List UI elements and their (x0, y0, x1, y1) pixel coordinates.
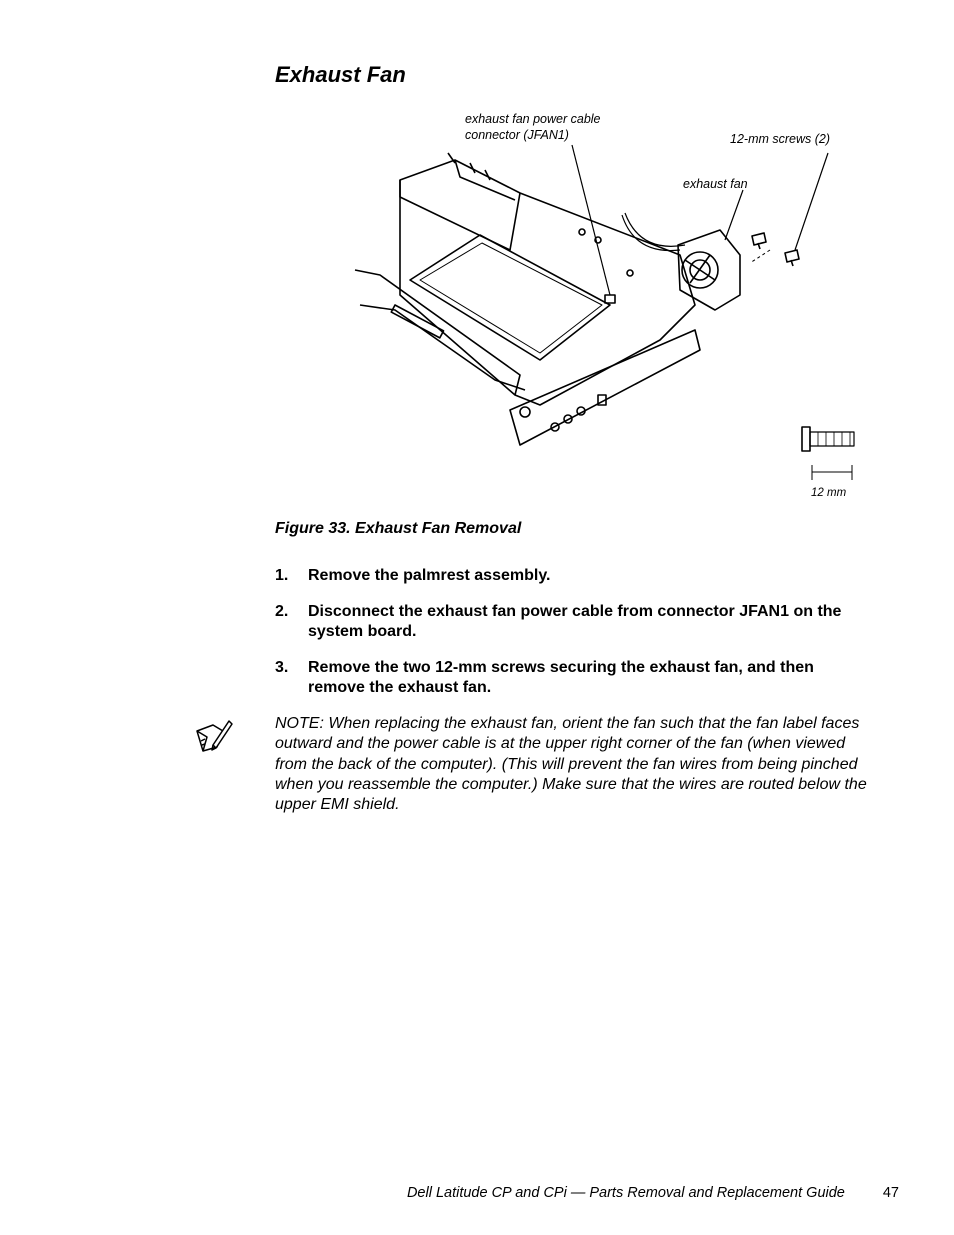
page-number: 47 (882, 1185, 899, 1201)
note-text: NOTE: When replacing the exhaust fan, orient the fan such that the fan label faces outward and the power cable is at the upper right corner of the fan (when viewed from the back of the computer). (This will prevent the fan wires from being pinched when you reassemble the computer.) Make sure that the wires are routed below the upper EMI shield. (275, 715, 867, 814)
leader-connector (572, 145, 610, 295)
exploded-view-illustration (340, 105, 880, 510)
dimension-line (812, 465, 852, 480)
callout-scale: 12 mm (811, 487, 847, 499)
step-3 (275, 658, 875, 698)
exhaust-fan-removal-figure (340, 105, 880, 510)
step-number: 2. (275, 603, 289, 620)
step-2 (275, 602, 875, 642)
page-footer (407, 1185, 899, 1201)
fan-power-cable (622, 215, 680, 251)
callout-connector: exhaust fan power cable connector (JFAN1) (465, 112, 601, 142)
step-text: Remove the two 12-mm screws securing the exhaust fan, and then remove the exhaust fan. (308, 659, 814, 696)
scale-screw-head (802, 427, 810, 451)
section-title: Exhaust Fan (275, 62, 406, 87)
screw-2 (785, 250, 799, 266)
jfan1-connector (605, 295, 615, 303)
leader-screws (795, 153, 828, 250)
step-number: 1. (275, 567, 289, 584)
exhaust-fan (678, 230, 740, 310)
step-text: Remove the palmrest assembly. (308, 567, 551, 584)
note-pencil-icon (193, 715, 233, 755)
screw-1 (752, 233, 766, 249)
step-text: Disconnect the exhaust fan power cable from connector JFAN1 on the system board. (308, 603, 842, 640)
guide-title: Dell Latitude CP and CPi — Parts Removal and Replacement Guide (406, 1185, 845, 1201)
scale-screw-shaft (810, 432, 854, 446)
chassis-frame (400, 160, 695, 405)
callout-fan: exhaust fan (683, 177, 748, 191)
step-number: 3. (275, 659, 289, 676)
procedure-steps (275, 566, 875, 714)
step-1 (275, 566, 875, 586)
rear-panel (510, 330, 700, 445)
figure-caption: Figure 33. Exhaust Fan Removal (275, 520, 522, 537)
callout-screws: 12-mm screws (2) (730, 132, 831, 146)
leader-fan (725, 190, 743, 240)
